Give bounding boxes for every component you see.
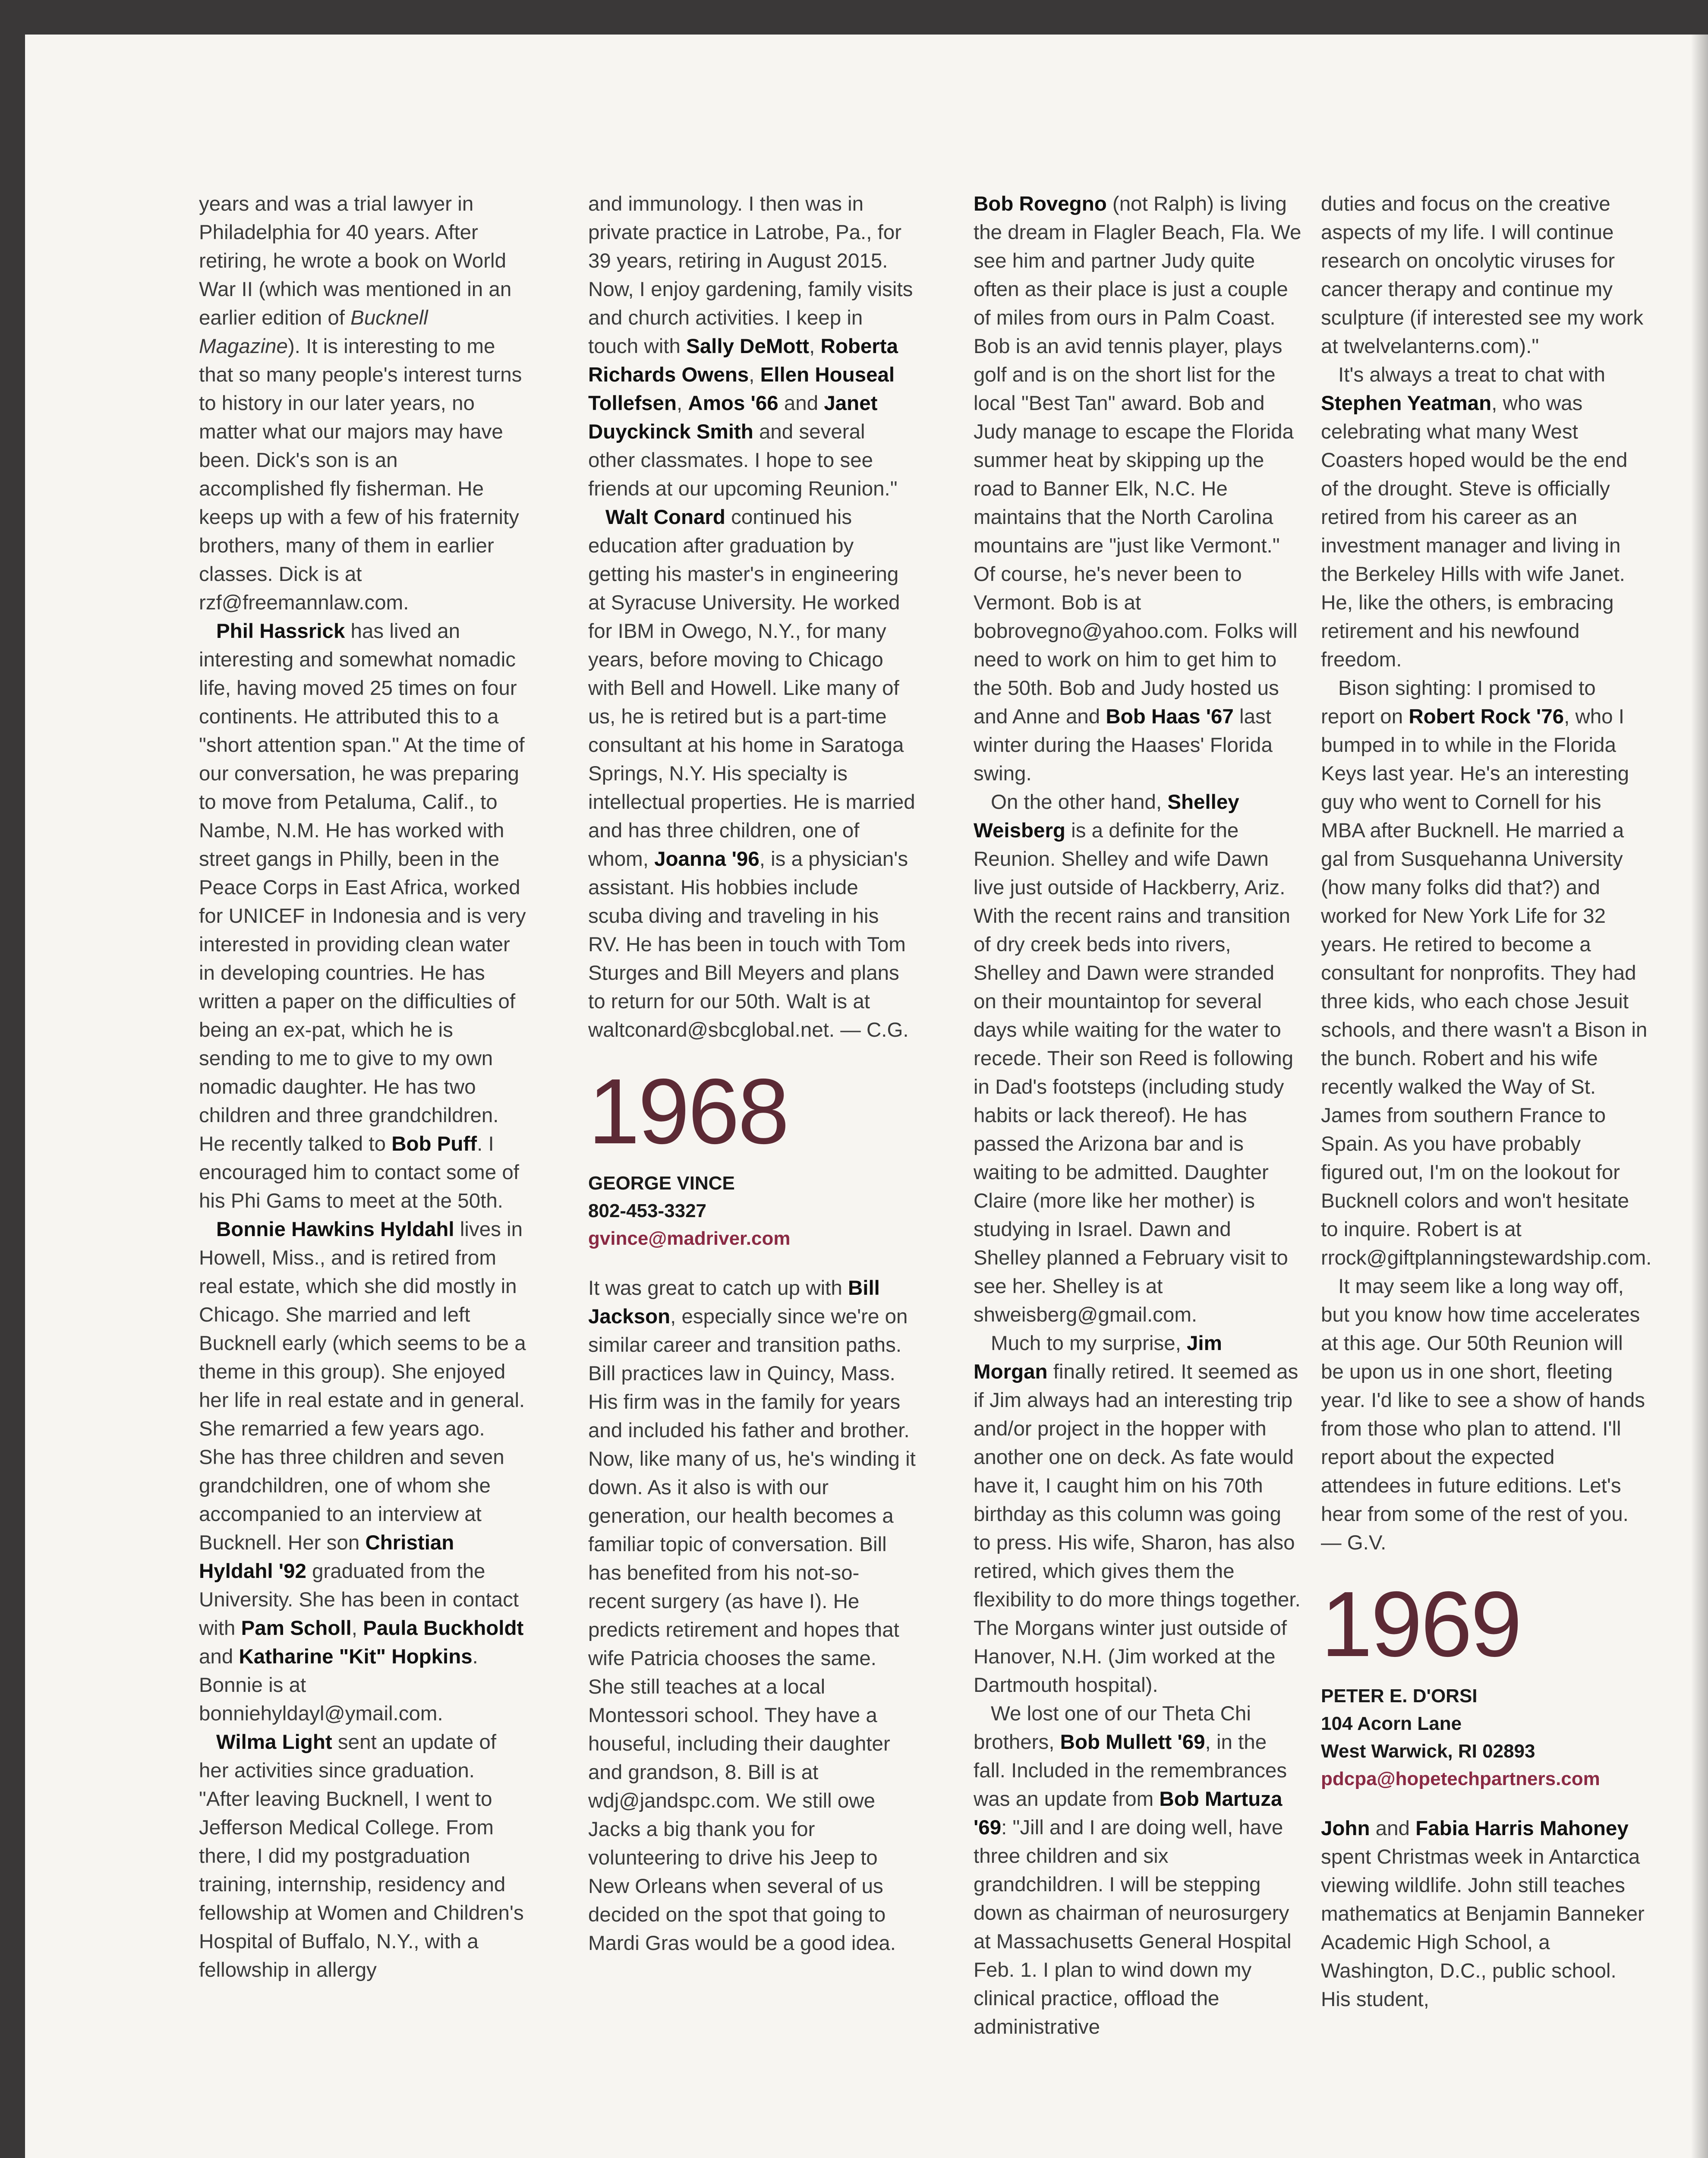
column-1-text	[199, 190, 527, 1984]
correspondent-name: PETER E. D'ORSI	[1321, 1685, 1478, 1707]
paragraph: Phil Hassrick has lived an interesting and somewhat nomadic life, having moved 25 times on four continents. He attributed this to a "short attention span." At the time of our conversation, he was preparing to move from Petaluma, Calif., to Nambe, N.M. He has worked with street gangs in Philly, been in the Peace Corps in East Africa, worked for UNICEF in Indonesia and is very interested in providing clean water in developing countries. He has written a paper on the difficulties of being an ex-pat, which he is sending to me to give to my own nomadic daughter. He has two children and three grandchildren. He recently talked to Bob Puff. I encouraged him to contact some of his Phi Gams to meet at the 50th.	[199, 620, 526, 1212]
person-name: Ellen Houseal Tollefsen	[588, 363, 895, 415]
paragraph: Much to my surprise, Jim Morgan finally retired. It seemed as if Jim always had an interesting trip and/or project in the hopper with another one on deck. As fate would have it, I caught him on his 70th birthday as this column was going to press. His wife, Sharon, has also retired, which gives them the flexibility to do more things together. The Morgans winter just outside of Hanover, N.H. (Jim worked at the Dartmouth hospital).	[974, 1332, 1301, 1697]
column-4-text	[1321, 190, 1652, 1557]
person-name: Bob Rovegno	[974, 192, 1107, 215]
column-2	[588, 190, 916, 1958]
person-name: Bob Puff	[391, 1133, 477, 1155]
class-year-heading: 1969	[1321, 1572, 1521, 1676]
class-correspondent-1969	[1321, 1682, 1649, 1793]
paragraph: Bob Rovegno (not Ralph) is living the dream in Flagler Beach, Fla. We see him and partner Judy quite often as their place is just a couple of miles from ours in Palm Coast. Bob is an avid tennis player, plays golf and is on the short list for the local "Best Tan" award. Bob and Judy manage to escape the Florida summer heat by skipping up the road to Banner Elk, N.C. He maintains that the North Carolina mountains are "just like Vermont." Of course, he's never been to Vermont. Bob is at bobrovegno@yahoo.com. Folks will need to work on him to get him to the 50th. Bob and Judy hosted us and Anne and Bob Haas '67 last winter during the Haases' Florida swing.	[974, 192, 1301, 785]
person-name: Walt Conard	[605, 506, 725, 529]
column-3	[974, 190, 1301, 2041]
paragraph: duties and focus on the creative aspects of my life. I will continue research on oncolytic viruses for cancer therapy and continue my sculpture (if interested see my work at twelvelanterns.com)."	[1321, 192, 1644, 358]
column-1	[199, 190, 527, 1984]
paragraph: On the other hand, Shelley Weisberg is a definite for the Reunion. Shelley and wife Dawn live just outside of Hackberry, Ariz. With the recent rains and transition of dry creek beds into rivers, Shelley and Dawn were stranded on their mountaintop for several days while waiting for the water to recede. Their son Reed is following in Dad's footsteps (including study habits or lack thereof). He has passed the Arizona bar and is waiting to be admitted. Daughter Claire (more like her mother) is studying in Israel. Dawn and Shelley planned a February visit to see her. Shelley is at shweisberg@gmail.com.	[974, 791, 1294, 1326]
paragraph: It was great to catch up with Bill Jackson, especially since we're on similar career and transition paths. Bill practices law in Quincy, Mass. His firm was in the family for years and included his father and brother. Now, like many of us, he's winding it down. As it also is with our generation, our health becomes a familiar topic of conversation. Bill has benefited from his not-so-recent surgery (as have I). He predicts retirement and hopes that wife Patricia chooses the same. She still teaches at a local Montessori school. They have a houseful, including their daughter and grandson, 8. Bill is at wdj@jandspc.com. We still owe Jacks a big thank you for volunteering to drive his Jeep to New Orleans when several of us decided on the spot that going to Mardi Gras would be a good idea.	[588, 1277, 916, 1955]
correspondent-phone: 802-453-3327	[588, 1200, 707, 1221]
column-4	[1321, 190, 1652, 2014]
person-name: Paula Buckholdt	[363, 1617, 524, 1640]
person-name: Stephen Yeatman	[1321, 392, 1492, 415]
person-name: Phil Hassrick	[216, 620, 345, 643]
paragraph: Bison sighting: I promised to report on Robert Rock '76, who I bumped in to while in the Florida Keys last year. He's an interesting guy who went to Cornell for his MBA after Bucknell. He married a gal from Susquehanna University (how many folks did that?) and worked for New York Life for 32 years. He retired to become a consultant for nonprofits. They had three kids, who each chose Jesuit schools, and there wasn't a Bison in the bunch. Robert and his wife recently walked the Way of St. James from southern France to Spain. As you have probably figured out, I'm on the lookout for Bucknell colors and won't hesitate to inquire. Robert is at rrock@giftplanningstewardship.com.	[1321, 677, 1652, 1269]
italic-title: Bucknell Magazine	[199, 306, 428, 358]
person-name: Bill Jackson	[588, 1277, 880, 1328]
person-name: Amos '66	[688, 392, 778, 415]
person-name: Bob Martuza '69	[974, 1788, 1283, 1839]
person-name: Wilma Light	[216, 1731, 332, 1754]
correspondent-street: 104 Acorn Lane	[1321, 1713, 1462, 1734]
person-name: Katharine "Kit" Hopkins	[239, 1645, 473, 1668]
paragraph: It's always a treat to chat with Stephen Yeatman, who was celebrating what many West Coasters hoped would be the end of the drought. Steve is officially retired from his career as an investment manager and living in the Berkeley Hills with wife Janet. He, like the others, is embracing retirement and his newfound freedom.	[1321, 363, 1628, 671]
column-2-text	[588, 190, 916, 1044]
class-correspondent-1968	[588, 1170, 916, 1253]
correspondent-name: GEORGE VINCE	[588, 1173, 735, 1194]
paragraph: and immunology. I then was in private practice in Latrobe, Pa., for 39 years, retiring in August 2015. Now, I enjoy gardening, family visits and church activities. I keep in touch with Sally DeMott, Roberta Richards Owens, Ellen Houseal Tollefsen, Amos '66 and Janet Duyckinck Smith and several other classmates. I hope to see friends at our upcoming Reunion."	[588, 192, 913, 500]
person-name: Joanna '96	[654, 848, 759, 871]
paragraph: Walt Conard continued his education after graduation by getting his master's in engineering at Syracuse University. He worked for IBM in Owego, N.Y., for many years, before moving to Chicago with Bell and Howell. Like many of us, he is retired but is a part-time consultant at his home in Saratoga Springs, N.Y. His specialty is intellectual properties. He is married and has three children, one of whom, Joanna '96, is a physician's assistant. His hobbies include scuba diving and traveling in his RV. He has been in touch with Tom Sturges and Bill Meyers and plans to return for our 50th. Walt is at waltconard@sbcglobal.net. — C.G.	[588, 506, 915, 1041]
person-name: Jim Morgan	[974, 1332, 1222, 1383]
page-spine-shadow	[1691, 35, 1708, 2158]
correspondent-email[interactable]: pdcpa@hopetechpartners.com	[1321, 1768, 1600, 1789]
person-name: Fabia Harris Mahoney	[1415, 1817, 1629, 1840]
paragraph: We lost one of our Theta Chi brothers, Bob Mullett '69, in the fall. Included in the remembrances was an update from Bob Martuza '69: "Jill and I are doing well, have three children and six grandchildren. I will be stepping down as chairman of neurosurgery at Massachusetts General Hospital Feb. 1. I plan to wind down my clinical practice, offload the administrative	[974, 1702, 1292, 2038]
column-4-class-notes	[1321, 1814, 1649, 2014]
person-name: Pam Scholl	[241, 1617, 352, 1640]
column-3-text	[974, 190, 1301, 2041]
class-year-heading: 1968	[588, 1059, 788, 1163]
person-name: John	[1321, 1817, 1370, 1840]
column-2-class-notes	[588, 1274, 916, 1958]
paragraph: Bonnie Hawkins Hyldahl lives in Howell, Miss., and is retired from real estate, which she did mostly in Chicago. She married and left Bucknell early (which seems to be a theme in this group). She enjoyed her life in real estate and in general. She remarried a few years ago. She has three children and seven grandchildren, one of whom she accompanied to an interview at Bucknell. Her son Christian Hyldahl '92 graduated from the University. She has been in contact with Pam Scholl, Paula Buckholdt and Katharine "Kit" Hopkins. Bonnie is at bonniehyldayl@ymail.com.	[199, 1218, 526, 1725]
paragraph: It may seem like a long way off, but you know how time accelerates at this age. Our 50th Reunion will be upon us in one short, fleeting year. I'd like to see a show of hands from those who plan to attend. I'll report about the expected attendees in future editions. Let's hear from some of the rest of you. — G.V.	[1321, 1275, 1645, 1554]
paragraph: years and was a trial lawyer in Philadelphia for 40 years. After retiring, he wrote a book on World War II (which was mentioned in an earlier edition of Bucknell Magazine). It is interesting to me that so many people's interest turns to history in our later years, no matter what our majors may have been. Dick's son is an accomplished fly fisherman. He keeps up with a few of his fraternity brothers, many of them in earlier classes. Dick is at rzf@freemannlaw.com.	[199, 192, 522, 614]
correspondent-email[interactable]: gvince@madriver.com	[588, 1228, 791, 1249]
person-name: Robert Rock '76	[1409, 705, 1564, 728]
person-name: Janet Duyckinck Smith	[588, 392, 878, 443]
magazine-page	[25, 35, 1708, 2158]
paragraph: Wilma Light sent an update of her activities since graduation. "After leaving Bucknell, I went to Jefferson Medical College. From there, I did my postgraduation training, internship, residency and fellowship at Women and Children's Hospital of Buffalo, N.Y., with a fellowship in allergy	[199, 1731, 524, 1981]
person-name: Sally DeMott	[686, 335, 810, 358]
person-name: Bonnie Hawkins Hyldahl	[216, 1218, 454, 1241]
person-name: Christian Hyldahl '92	[199, 1531, 454, 1583]
person-name: Bob Haas '67	[1106, 705, 1234, 728]
correspondent-city: West Warwick, RI 02893	[1321, 1741, 1535, 1762]
person-name: Bob Mullett '69	[1060, 1731, 1205, 1754]
person-name: Roberta Richards Owens	[588, 335, 898, 386]
paragraph: John and Fabia Harris Mahoney spent Christmas week in Antarctica viewing wildlife. John still teaches mathematics at Benjamin Banneker Academic High School, a Washington, D.C., public school. His student,	[1321, 1817, 1645, 2011]
person-name: Shelley Weisberg	[974, 791, 1239, 842]
